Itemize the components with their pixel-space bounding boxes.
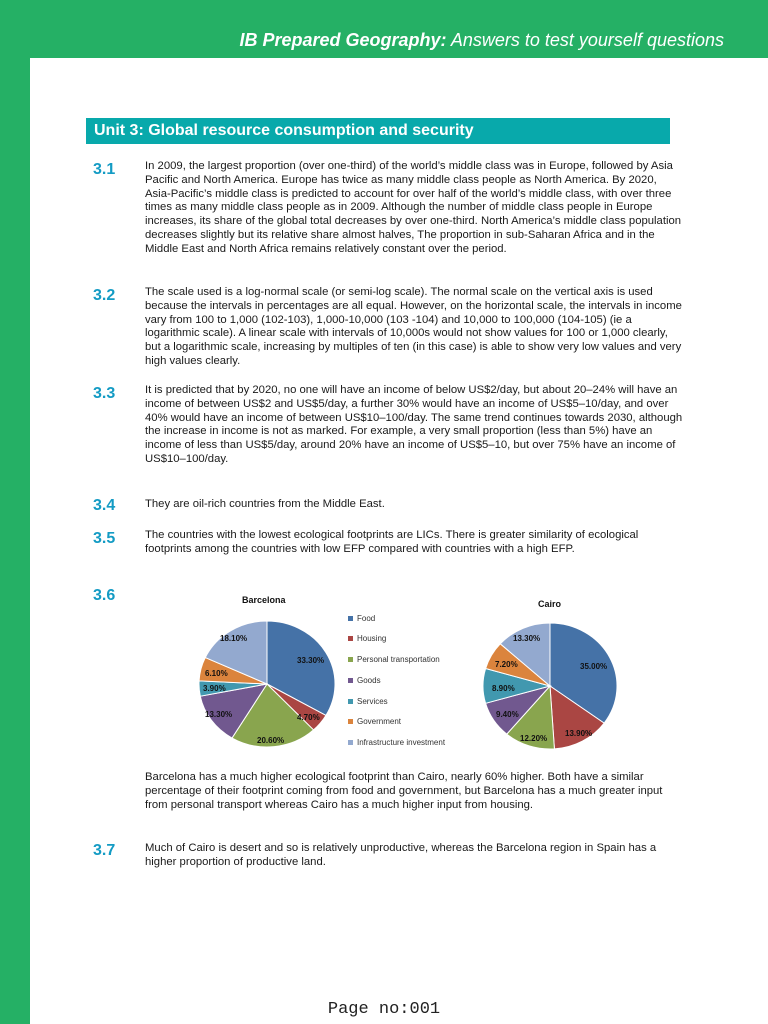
legend-swatch <box>348 740 353 745</box>
cairo-label-government: 7.20% <box>495 660 518 669</box>
left-margin-bar <box>0 0 30 1024</box>
legend-swatch <box>348 678 353 683</box>
barcelona-label-goods: 13.30% <box>205 710 233 719</box>
question-number-3-5: 3.5 <box>93 530 116 547</box>
cairo-label-food: 35.00% <box>580 662 608 671</box>
legend-swatch <box>348 616 353 621</box>
question-number-3-7: 3.7 <box>93 842 116 859</box>
question-number-3-6: 3.6 <box>93 587 116 604</box>
cairo-label-transport: 12.20% <box>520 734 548 743</box>
barcelona-label-housing: 4.70% <box>297 713 320 722</box>
question-number-3-4: 3.4 <box>93 497 116 514</box>
legend-swatch <box>348 719 353 724</box>
unit-title: Unit 3: Global resource consumption and security <box>86 118 670 144</box>
question-number-3-1: 3.1 <box>93 161 116 178</box>
answer-3-4: They are oil-rich countries from the Middle East. <box>145 498 385 510</box>
barcelona-label-government: 6.10% <box>205 669 228 678</box>
page-number: Page no:001 <box>327 1000 441 1019</box>
legend-label: Infrastructure investment <box>357 738 446 747</box>
answer-3-1: In 2009, the largest proportion (over one-third) of the world’s middle class was in Europe, followed by Asia Pacific and North America. Europe has twice as many middle class people as North America. By 2020, Asia-Pacific’s middle class is predicted to account for over half of the world’s middle class, with over three times as many middle class people as in 2009. Although the number of middle class people in Europe increases, its share of the global total decreases by over one-third. North America’s middle class population decreases slightly but its relative share almost halves, The proportion in sub-Saharan Africa and in the Middle East and North Africa remains relatively constant over the period. <box>145 160 682 255</box>
answer-3-7: Much of Cairo is desert and so is relatively unproductive, whereas the Barcelona region in Spain has a higher proportion of productive land. <box>145 842 657 868</box>
answer-3-6: Barcelona has a much higher ecological footprint than Cairo, nearly 60% higher. Both have a similar percentage of their footprint coming from food and government, but Barcelona has a much greater input from personal transport whereas Cairo has a much higher input from housing. <box>145 771 663 811</box>
question-number-3-2: 3.2 <box>93 287 116 304</box>
barcelona-label-food: 33.30% <box>297 656 325 665</box>
chart-title-barcelona: Barcelona <box>242 595 286 605</box>
legend-label: Government <box>357 717 402 726</box>
legend-swatch <box>348 636 353 641</box>
legend-swatch <box>348 699 353 704</box>
barcelona-label-services: 3.90% <box>203 684 226 693</box>
header-title <box>239 30 724 51</box>
legend-label: Goods <box>357 676 381 685</box>
legend-label: Food <box>357 614 376 623</box>
question-number-3-3: 3.3 <box>93 385 116 402</box>
barcelona-label-infrastructure: 18.10% <box>220 634 248 643</box>
answer-3-2: The scale used is a log-normal scale (or semi-log scale). The normal scale on the vertical axis is used because the intervals in percentages are all equal. However, on the horizontal scale, the intervals in income vary from 100 to 1,000 (102-103), 1,000-10,000 (103 -104) and 10,000 to 100,000 (104-105) (ie a logarithmic scale). A linear scale with intervals of 10,000s would not show values for 100 or 1,000 clearly, but a logarithmic scale, increasing by multiples of ten (in this case) is able to show very low values and very high values clearly. <box>145 286 682 367</box>
legend-label: Services <box>357 697 388 706</box>
answer-3-3: It is predicted that by 2020, no one will have an income of below US$2/day, but about 20–24% will have an income of between US$2 and US$5/day, a further 30% would have an income of US$5–10/day, and over 40% would have an income of between US$10–100/day. The same trend continues towards 2030, although the increase in income is not as marked. For example, a very small proportion (less than 5%) have an income of less than US$5/day, around 20% have an income of US$5–10, but over 75% have an income of US$10–100/day. <box>145 384 683 465</box>
cairo-label-goods: 9.40% <box>496 710 519 719</box>
header-title-rest: Answers to test yourself questions <box>446 30 724 50</box>
legend-label: Personal transportation <box>357 655 440 664</box>
legend-label: Housing <box>357 634 387 643</box>
barcelona-label-transport: 20.60% <box>257 736 285 745</box>
cairo-label-housing: 13.90% <box>565 729 593 738</box>
legend-swatch <box>348 657 353 662</box>
cairo-label-services: 8.90% <box>492 684 515 693</box>
header-title-bold: IB Prepared Geography: <box>239 30 447 50</box>
cairo-label-infrastructure: 13.30% <box>513 634 541 643</box>
chart-title-cairo: Cairo <box>538 599 562 609</box>
answer-3-5: The countries with the lowest ecological footprints are LICs. There is greater similarity of ecological footprints among the countries with low EFP compared with countries with a high EFP. <box>145 529 639 555</box>
